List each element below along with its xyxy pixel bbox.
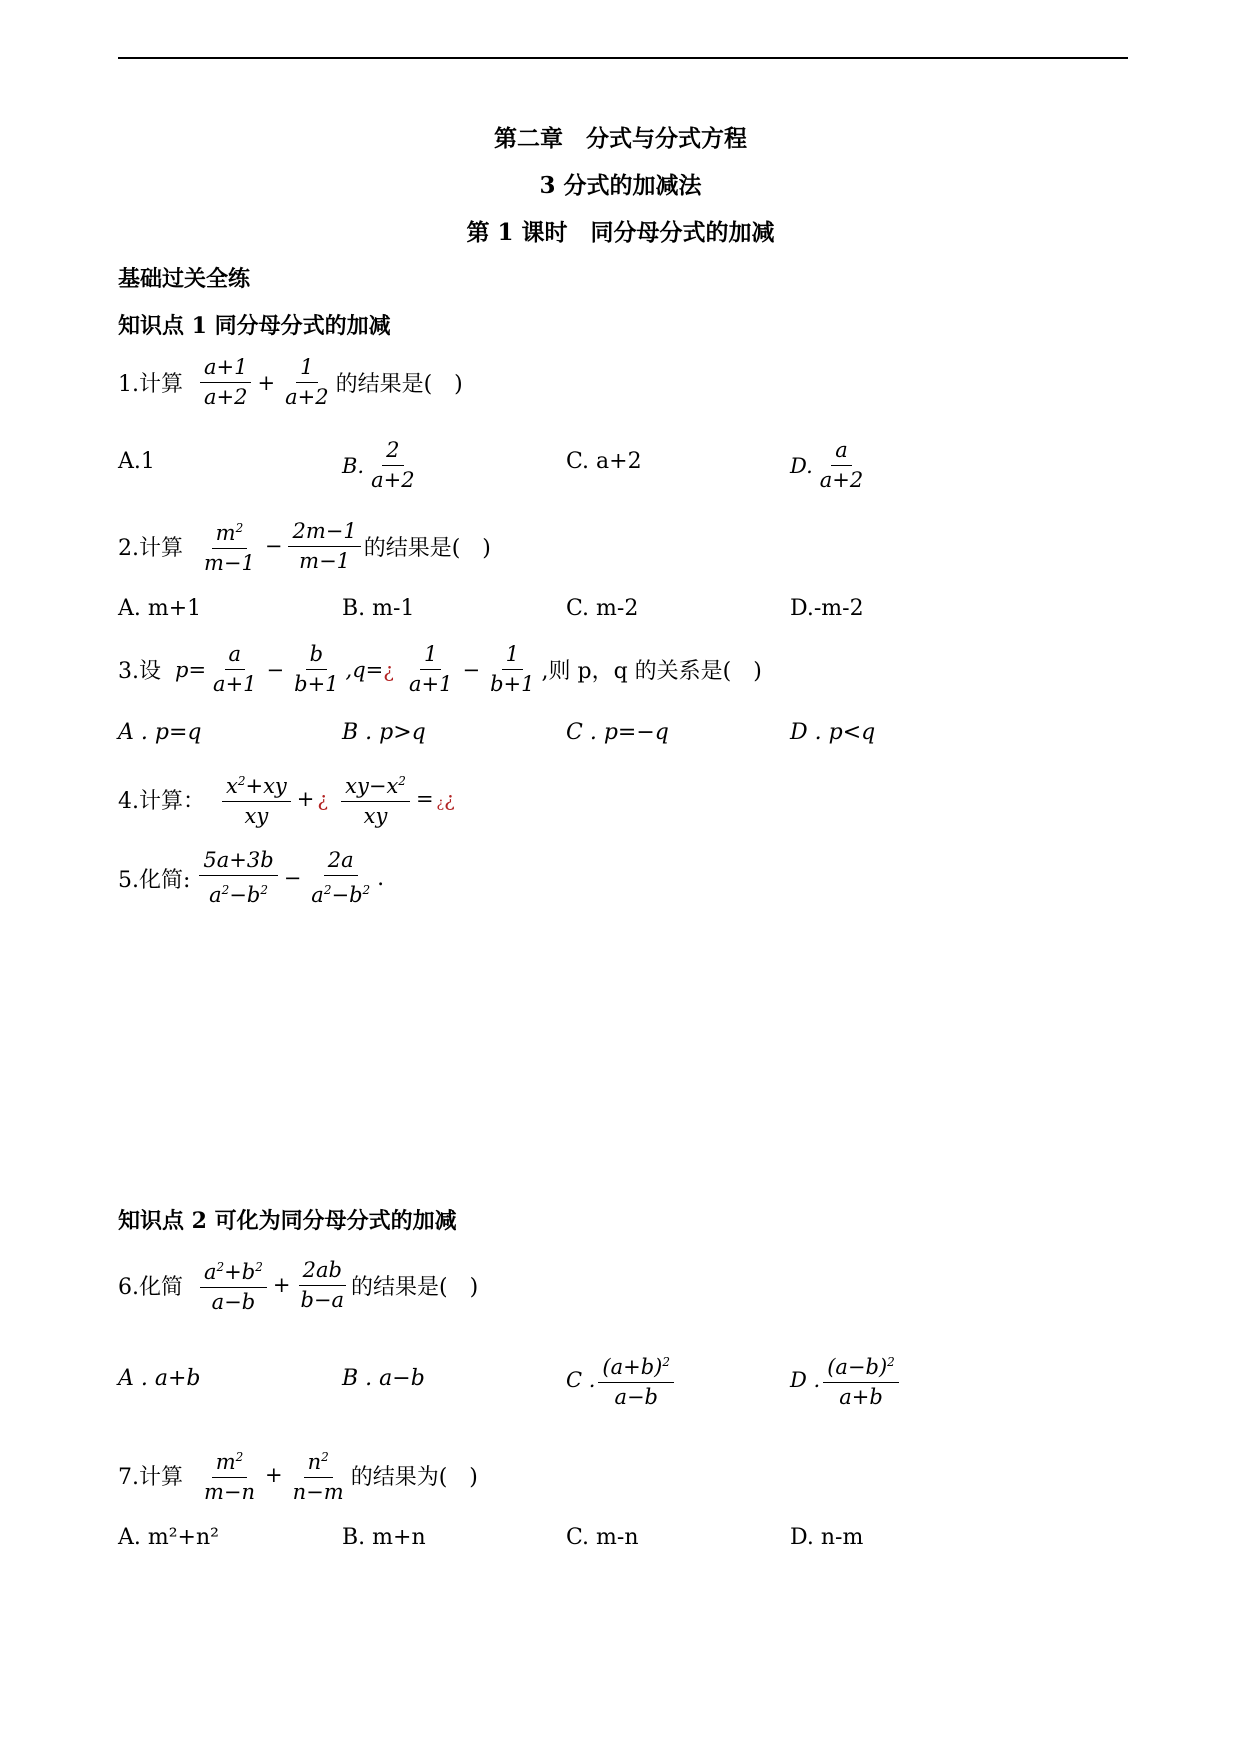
q4-prefix: 4.计算：: [118, 788, 205, 814]
q3-option-c: C . p=−q: [566, 720, 669, 745]
q6-option-c: C . $\frac{(a+b)^2}{a-b}$: [566, 1348, 677, 1412]
q6-fraction-1: $\frac{a^2+b^2}{a-b}$: [200, 1253, 267, 1317]
q7-fraction-1: $\frac{m^2}{m-n}$: [200, 1443, 259, 1507]
q1-option-c: C. a+2: [566, 449, 642, 474]
section-title: 3 分式的加减法: [539, 172, 702, 199]
question-3: 3.设 p= $\frac{a}{a+1}$ − $\frac{b}{b+1}$ ,q= ¿ $\frac{1}{a+1}$ − $\frac{1}{b+1}$ ,则 p，q 的关系是( ): [118, 640, 762, 699]
q1-option-d-fraction: $\frac{a}{a+2}$: [819, 438, 864, 492]
q3-fraction-2: $\frac{b}{b+1}$: [294, 642, 339, 696]
q6-option-a: A . a+b: [118, 1366, 201, 1391]
q2-option-c: C. m-2: [566, 596, 639, 621]
question-7: 7.计算 $\frac{m^2}{m-n}$ + $\frac{n^2}{n-m}$ 的结果为( ): [118, 1443, 478, 1507]
q3-glitch-char: ¿: [383, 657, 394, 682]
q1-prefix: 1.计算: [118, 372, 183, 397]
q6-suffix: 的结果是( ): [351, 1274, 479, 1300]
q2-option-b: B. m-1: [342, 596, 415, 621]
q3-fraction-1: $\frac{a}{a+1}$: [213, 642, 257, 696]
q3-prefix: 3.设: [118, 659, 161, 684]
q3-option-b: B . p>q: [342, 720, 426, 745]
q3-suffix: ,则 p，q 的关系是( ): [541, 659, 762, 684]
q3-fraction-3: $\frac{1}{a+1}$: [409, 642, 453, 696]
q3-option-d: D . p<q: [790, 720, 876, 745]
question-6: 6.化简 $\frac{a^2+b^2}{a-b}$ + $\frac{2ab}{b-a}$ 的结果是( ): [118, 1253, 478, 1317]
q1-option-b-fraction: $\frac{2}{a+2}$: [371, 438, 415, 492]
q2-prefix: 2.计算: [118, 535, 183, 561]
q7-option-c: C. m-n: [566, 1525, 639, 1550]
q6-option-d-fraction: $\frac{(a-b)^2}{a+b}$: [823, 1348, 899, 1412]
q6-fraction-2: $\frac{2ab}{b-a}$: [300, 1257, 345, 1312]
q1-option-d: D. $\frac{a}{a+2}$: [790, 436, 870, 495]
q2-fraction-1: $\frac{m^2}{m-1}$: [200, 514, 259, 578]
q4-fraction-2: $\frac{xy-x^2}{xy}$: [341, 767, 410, 831]
lesson-title: 第 1 课时 同分母分式的加减: [466, 219, 775, 246]
q1-fraction-1: $\frac{a+1}{a+2}$: [200, 353, 251, 412]
q4-glitch-char: ¿: [317, 787, 329, 811]
q2-option-d: D.-m-2: [790, 596, 864, 621]
q3-option-a: A . p=q: [118, 720, 202, 745]
q1-option-a: A.1: [118, 449, 155, 474]
q2-suffix: 的结果是( ): [363, 535, 491, 561]
knowledge-point-1-title: 知识点 1 同分母分式的加减: [118, 313, 391, 339]
question-1: 1.计算 $\frac{a+1}{a+2}$ + $\frac{1}{a+2}$ 的结果是( ): [118, 353, 463, 412]
q4-equals: =: [415, 787, 434, 811]
q1-fraction-2: $\frac{1}{a+2}$: [285, 355, 329, 409]
q7-option-d: D. n-m: [790, 1525, 864, 1550]
q3-fraction-4: $\frac{1}{b+1}$: [490, 642, 535, 696]
chapter-title: 第二章 分式与分式方程: [494, 125, 747, 152]
top-rule: [118, 57, 1128, 59]
q7-suffix: 的结果为( ): [350, 1464, 478, 1490]
q6-option-d: D . $\frac{(a-b)^2}{a+b}$: [790, 1348, 902, 1412]
q7-prefix: 7.计算: [118, 1464, 183, 1490]
q2-option-a: A. m+1: [118, 596, 202, 621]
question-5: 5.化简: $\frac{5a+3b}{a^2-b^2}$ − $\frac{2a}{a^2-b^2}$ .: [118, 846, 384, 910]
q5-fraction-1: $\frac{5a+3b}{a^2-b^2}$: [199, 846, 277, 910]
q5-prefix: 5.化简:: [118, 867, 191, 893]
q7-option-a: A. m²+n²: [118, 1525, 219, 1550]
knowledge-point-2-title: 知识点 2 可化为同分母分式的加减: [118, 1208, 457, 1234]
q5-fraction-2: $\frac{2a}{a^2-b^2}$: [311, 848, 371, 907]
q2-fraction-2: $\frac{2m-1}{m-1}$: [288, 517, 360, 576]
q6-option-c-fraction: $\frac{(a+b)^2}{a-b}$: [598, 1348, 674, 1412]
q4-glitch-small: ¿: [436, 795, 445, 811]
q4-fraction-1: $\frac{x^2+xy}{xy}$: [222, 767, 291, 831]
question-4: 4.计算： $\frac{x^2+xy}{xy}$ + ¿ $\frac{xy-x^2}{xy}$ = ¿ ¿: [118, 767, 455, 831]
q1-option-b: B. $\frac{2}{a+2}$: [342, 436, 422, 495]
q7-option-b: B. m+n: [342, 1525, 426, 1550]
q6-option-b: B . a−b: [342, 1366, 425, 1391]
q7-fraction-2: $\frac{n^2}{n-m}$: [289, 1443, 348, 1507]
question-2: 2.计算 $\frac{m^2}{m-1}$ − $\frac{2m-1}{m-1}$ 的结果是( ): [118, 514, 491, 578]
q1-suffix: 的结果是( ): [335, 372, 463, 397]
q4-glitch-char-2: ¿: [444, 787, 455, 811]
q6-prefix: 6.化简: [118, 1274, 183, 1300]
practice-title: 基础过关全练: [118, 266, 251, 292]
q5-tail: .: [377, 865, 385, 891]
